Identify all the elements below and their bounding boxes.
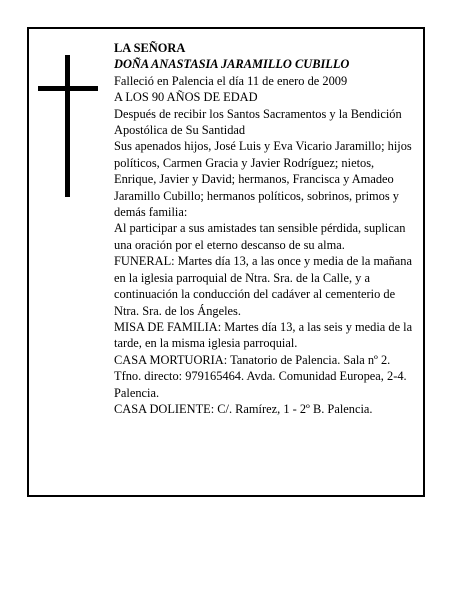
phone-address-info: Tfno. directo: 979165464. Avda. Comunidad Europea, 2-4. Palencia. (114, 369, 407, 400)
sacraments-statement: Después de recibir los Santos Sacramentos y la Bendición Apostólica de Su Santidad (114, 106, 402, 138)
honorific-title: LA SEÑORA (114, 41, 186, 55)
obituary-text (114, 40, 416, 417)
cross-vertical-bar (65, 55, 70, 197)
funeral-info: FUNERAL: Martes día 13, a las once y media de la mañana en la iglesia parroquial de Ntra. Sra. de la Calle, y a continuación la conducción del cadáver al cementerio de Ntra. Sra. de los Ángeles. (114, 254, 412, 318)
cross-icon (38, 55, 98, 197)
mortuary-info: CASA MORTUORIA: Tanatorio de Palencia. Sala nº 2. (114, 352, 391, 367)
family-list: Sus apenados hijos, José Luis y Eva Vicario Jaramillo; hijos políticos, Carmen Gracia y Javier Rodríguez; nietos, Enrique, Javier y David; hermanos, Francisca y Amadeo Jaramillo Cubillo; hermanos políticos, sobrinos, primos y demás familia: (114, 139, 412, 220)
deceased-name: DOÑA ANASTASIA JARAMILLO CUBILLO (114, 57, 350, 72)
cross-horizontal-bar (38, 86, 98, 91)
mourning-house-info: CASA DOLIENTE: C/. Ramírez, 1 - 2º B. Palencia. (114, 401, 373, 416)
prayer-request: Al participar a sus amistades tan sensible pérdida, suplican una oración por el eterno descanso de su alma. (114, 221, 406, 252)
family-mass-info: MISA DE FAMILIA: Martes día 13, a las seis y media de la tarde, en la misma iglesia parroquial. (114, 319, 413, 351)
death-statement: Falleció en Palencia el día 11 de enero de 2009 (114, 73, 348, 88)
age-statement: A LOS 90 AÑOS DE EDAD (114, 90, 258, 105)
